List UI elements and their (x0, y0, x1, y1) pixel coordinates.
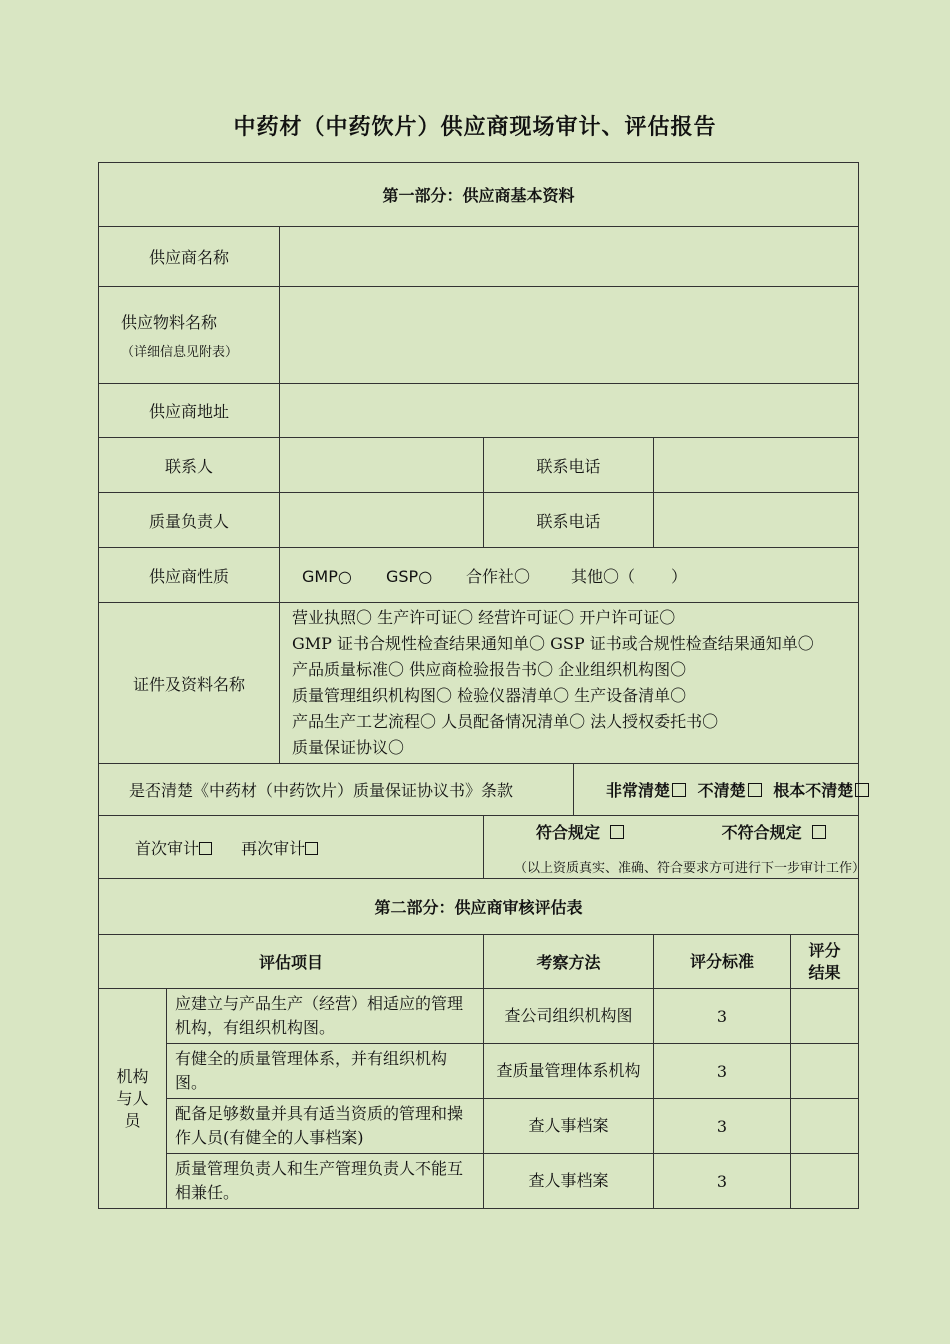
table-row (99, 1154, 859, 1209)
header-method: 考察方法 (484, 935, 654, 989)
contact-field[interactable] (280, 438, 484, 493)
nature-label: 供应商性质 (99, 548, 280, 603)
checkbox-icon[interactable] (305, 842, 318, 855)
nature-other-close: ） (671, 566, 688, 586)
method-cell: 查人事档案 (484, 1154, 654, 1209)
certs-line: 产品生产工艺流程〇 人员配备情况清单〇 法人授权委托书〇 (292, 712, 719, 731)
checkbox-icon[interactable] (672, 783, 686, 797)
supplier-name-field[interactable] (280, 227, 859, 287)
conform-option[interactable]: 符合规定 (536, 823, 624, 842)
address-field[interactable] (280, 384, 859, 438)
contact-phone-label: 联系电话 (484, 438, 654, 493)
nature-option-gmp[interactable]: GMP○ (302, 566, 352, 586)
score-cell: 3 (654, 1154, 791, 1209)
conformance-options (484, 820, 858, 843)
checkbox-icon[interactable] (199, 842, 212, 855)
header-result: 评分结果 (791, 935, 859, 989)
audit-form-table (98, 162, 866, 1209)
checkbox-icon[interactable] (855, 783, 869, 797)
certs-line: 产品质量标准〇 供应商检验报告书〇 企业组织机构图〇 (292, 660, 687, 679)
result-cell[interactable] (791, 1154, 859, 1209)
score-cell: 3 (654, 989, 791, 1044)
item-cell: 配备足够数量并具有适当资质的管理和操作人员(有健全的人事档案) (167, 1099, 484, 1154)
conformance-cell (484, 816, 866, 879)
quality-head-field[interactable] (280, 493, 484, 548)
agreement-options (574, 764, 859, 816)
certs-line: GMP 证书合规性检查结果通知单〇 GSP 证书或合规性检查结果通知单〇 (292, 634, 814, 653)
result-cell[interactable] (791, 1044, 859, 1099)
conformance-note: （以上资质真实、准确、符合要求方可进行下一步审计工作） (514, 861, 866, 876)
table-row (99, 1099, 859, 1154)
checkbox-icon[interactable] (610, 825, 624, 839)
certs-line: 营业执照〇 生产许可证〇 经营许可证〇 开户许可证〇 (292, 608, 676, 627)
item-cell: 应建立与产品生产（经营）相适应的管理机构，有组织机构图。 (167, 989, 484, 1044)
header-item: 评估项目 (99, 935, 484, 989)
agreement-question: 是否清楚《中药材（中药饮片）质量保证协议书》条款 (99, 764, 574, 816)
part2-title: 第二部分：供应商审核评估表 (99, 879, 859, 935)
certs-label: 证件及资料名称 (99, 603, 280, 764)
agreement-very-unclear[interactable]: 根本不清楚 (773, 781, 869, 800)
agreement-unclear[interactable]: 不清楚 (698, 781, 762, 800)
audit-type-cell (99, 816, 484, 879)
quality-head-label: 质量负责人 (99, 493, 280, 548)
checkbox-icon[interactable] (748, 783, 762, 797)
nature-option-other[interactable]: 其他〇（ (571, 566, 636, 586)
certs-line: 质量管理组织机构图〇 检验仪器清单〇 生产设备清单〇 (292, 686, 687, 705)
method-cell: 查质量管理体系机构 (484, 1044, 654, 1099)
certs-list (280, 603, 859, 764)
part1-title: 第一部分：供应商基本资料 (99, 163, 859, 227)
certs-line: 质量保证协议〇 (292, 738, 405, 757)
method-cell: 查公司组织机构图 (484, 989, 654, 1044)
contact-phone-field[interactable] (654, 438, 859, 493)
nature-option-coop[interactable]: 合作社〇 (466, 566, 531, 586)
agreement-very-clear[interactable]: 非常清楚 (606, 781, 686, 800)
material-name-note: （详细信息见附表） (121, 345, 239, 360)
score-cell: 3 (654, 1099, 791, 1154)
table-row (99, 1044, 859, 1099)
category-cell: 机构与人员 (99, 989, 167, 1209)
item-cell: 有健全的质量管理体系，并有组织机构图。 (167, 1044, 484, 1099)
audit-first-option[interactable]: 首次审计 (135, 839, 212, 858)
document-title: 中药材（中药饮片）供应商现场审计、评估报告 (233, 115, 717, 140)
material-name-cell (99, 287, 280, 384)
audit-again-option[interactable]: 再次审计 (241, 839, 318, 858)
contact-label: 联系人 (99, 438, 280, 493)
checkbox-icon[interactable] (812, 825, 826, 839)
result-cell[interactable] (791, 1099, 859, 1154)
supplier-name-label: 供应商名称 (99, 227, 280, 287)
header-standard: 评分标准 (654, 935, 791, 989)
quality-phone-label: 联系电话 (484, 493, 654, 548)
nature-options (280, 548, 859, 603)
method-cell: 查人事档案 (484, 1099, 654, 1154)
nature-option-gsp[interactable]: GSP○ (386, 566, 433, 586)
material-name-field[interactable] (280, 287, 859, 384)
score-cell: 3 (654, 1044, 791, 1099)
not-conform-option[interactable]: 不符合规定 (722, 823, 826, 842)
material-name-label: 供应物料名称 (121, 313, 218, 332)
item-cell: 质量管理负责人和生产管理负责人不能互相兼任。 (167, 1154, 484, 1209)
table-row (99, 989, 859, 1044)
result-cell[interactable] (791, 989, 859, 1044)
address-label: 供应商地址 (99, 384, 280, 438)
quality-phone-field[interactable] (654, 493, 859, 548)
